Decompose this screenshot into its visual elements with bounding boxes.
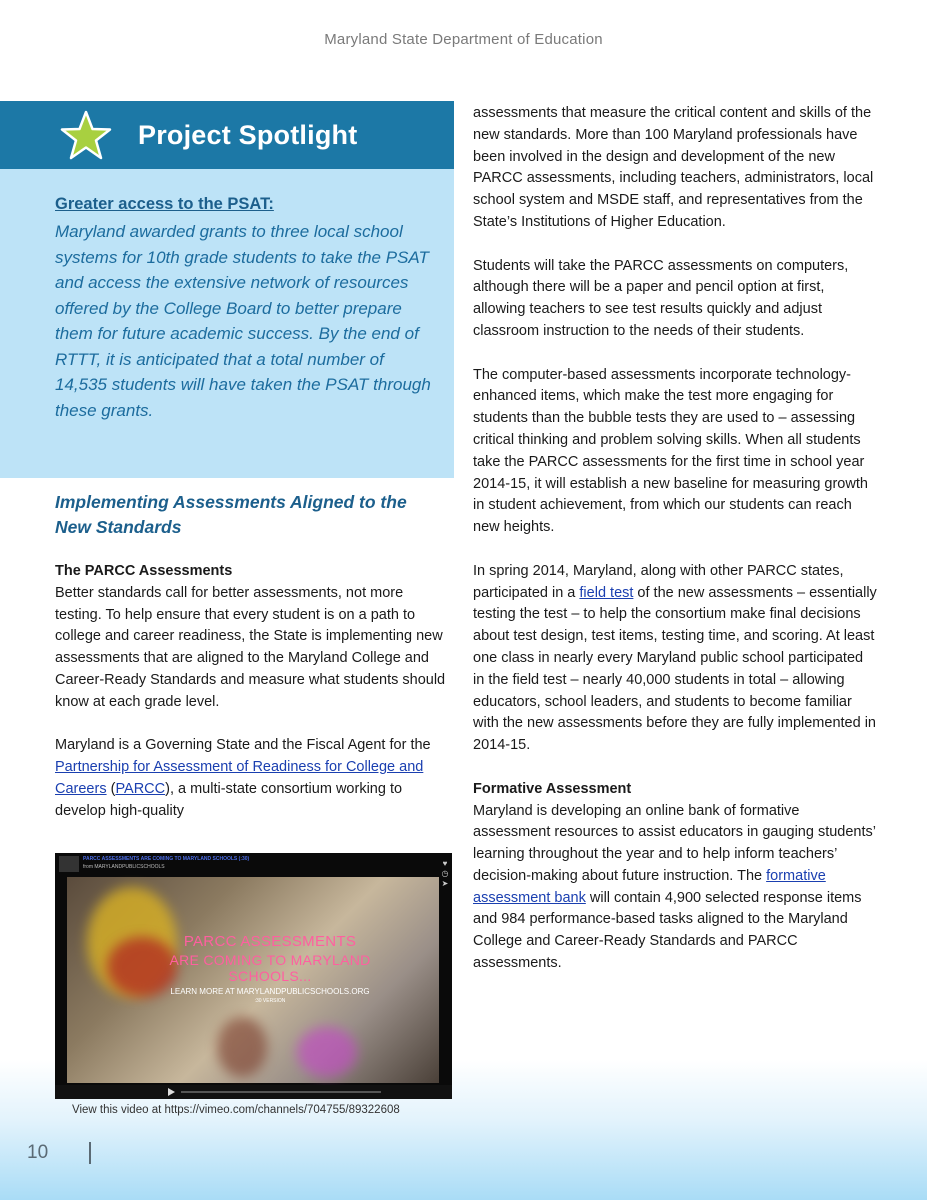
text-span: will contain 4,900 selected response items and 984 performance-based tasks aligned to the Maryland College and Career-Ready Standards and PARCC assessments.	[473, 889, 862, 972]
formative-heading: Formative Assessment	[473, 780, 632, 797]
video-overlay-line4: :30 VERSION	[254, 998, 286, 1004]
video-caption: View this video at https://vimeo.com/channels/704755/89322608	[72, 1104, 400, 1116]
paragraph: assessments that measure the critical content and skills of the new standards. More than 100 Maryland professionals have been involved in the design and development of the new PARCC assessments, including teachers, administrators, local school system and MSDE staff, and representatives from the State’s Institutions of Higher Education.	[473, 105, 874, 230]
field-test-link[interactable]: field test	[579, 584, 634, 601]
psat-body: Maryland awarded grants to three local school systems for 10th grade students to take the PSAT and access the extensive network of resources offered by the College Board to better prepare them for future academic success. By the end of RTTT, it is anticipated that a total number of 14,535 students will have taken the PSAT through these grants.	[55, 222, 431, 420]
parcc-text: Better standards call for better assessments, not more testing. To help ensure that every student is on a path to college and career readiness, the State is implementing new assessments that are aligned to the Maryland College and Career-Ready Standards and measure what students should know at each grade level.	[55, 584, 446, 710]
video-side-icons	[440, 859, 450, 889]
text-span: Maryland is developing an online bank of formative assessment resources to assist educators in gauging students’ learning throughout the year and to help inform teachers’ decision-making about future instruction. The	[473, 802, 876, 884]
formative-paragraph	[473, 779, 878, 975]
right-column	[473, 103, 878, 997]
text-span: ), a multi-state consortium working to develop high-quality	[55, 780, 403, 819]
video-overlay-text	[145, 933, 395, 1004]
paragraph: Students will take the PARCC assessments on computers, although there will be a paper and pencil option at first, allowing teachers to see test results quickly and adjust classroom instruction to the needs of their students.	[473, 257, 849, 339]
video-channel-logo	[59, 856, 79, 872]
clock-icon[interactable]: ◷	[441, 869, 449, 878]
psat-link[interactable]: Greater access to the PSAT:	[55, 195, 274, 213]
parcc-heading: The PARCC Assessments	[55, 563, 233, 579]
video-overlay-line1: PARCC ASSESSMENTS	[183, 933, 357, 950]
page-number: 10	[27, 1142, 49, 1163]
field-test-paragraph	[473, 561, 878, 757]
video-player[interactable]	[55, 853, 452, 1099]
like-icon[interactable]: ♥	[442, 859, 448, 868]
share-icon[interactable]: ➤	[441, 879, 449, 888]
star-icon	[60, 110, 112, 162]
spotlight-title: Project Spotlight	[138, 120, 358, 150]
governing-state-paragraph	[55, 735, 447, 822]
video-controls	[55, 1085, 452, 1099]
text-span: Maryland is a Governing State and the Fiscal Agent for the	[55, 737, 431, 754]
page-number-divider	[89, 1142, 91, 1164]
parcc-partnership-link[interactable]: Partnership for Assessment of Readiness for College and Careers	[55, 759, 424, 797]
parcc-paragraph	[55, 561, 447, 714]
text-span: In spring 2014, Maryland, along with other PARCC states, participated in a	[473, 562, 844, 601]
video-from: from MARYLANDPUBLICSCHOOLS	[83, 864, 165, 870]
video-headline[interactable]: PARCC ASSESSMENTS ARE COMING TO MARYLAND SCHOOLS (:30)	[83, 856, 250, 862]
paragraph: The computer-based assessments incorporate technology-enhanced items, which make the test more engaging for students than the bubble tests they are used to – assessing critical thinking and problem solving skills. When all students take the PARCC assessments for the first time in school year 2014-15, it will establish a new baseline for measuring growth in student achievement, from which our students can reach new heights.	[473, 366, 868, 536]
section-title: Implementing Assessments Aligned to the New Standards	[55, 492, 407, 537]
video-title-bar	[55, 853, 452, 875]
left-column	[55, 561, 447, 844]
video-overlay-line3: LEARN MORE AT MARYLANDPUBLICSCHOOLS.ORG	[170, 987, 370, 996]
formative-assessment-bank-link[interactable]: formative assessment bank	[473, 867, 826, 906]
text-span: of the new assessments – essentially testing the test – to help the consortium make final decisions about test design, test items, testing time, and scoring. At least one class in nearly every Maryland public school participated in the field test – nearly 40,000 students in total – allowing educators, school leaders, and students to become familiar with the new assessments before they are fully implemented in 2014-15.	[473, 584, 877, 754]
video-progress-bar[interactable]	[181, 1091, 381, 1093]
video-overlay-line2: ARE COMING TO MARYLAND SCHOOLS...	[169, 952, 371, 984]
play-icon[interactable]	[168, 1088, 175, 1096]
text-span: (	[106, 780, 116, 797]
page-header: Maryland State Department of Education	[324, 31, 603, 48]
parcc-link[interactable]: PARCC	[115, 780, 166, 797]
